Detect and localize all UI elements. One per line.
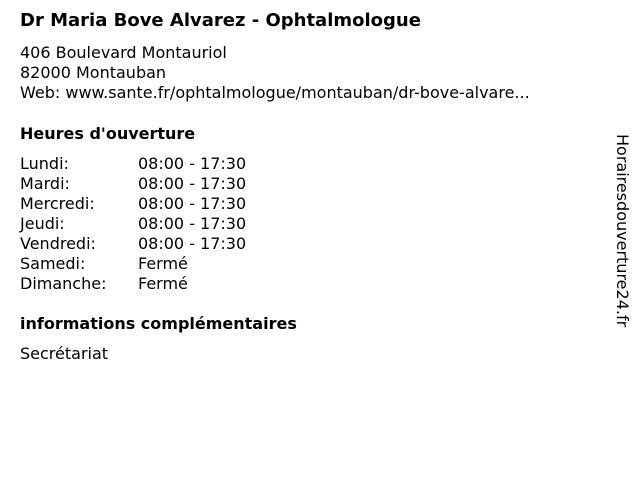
hours-value: 08:00 - 17:30	[138, 194, 247, 213]
address-block	[20, 43, 530, 103]
additional-info-text: Secrétariat	[20, 344, 109, 363]
hours-value: Fermé	[138, 254, 188, 273]
day-label: Mardi:	[20, 174, 70, 193]
hours-row-friday	[20, 234, 380, 254]
page-title: Dr Maria Bove Alvarez - Ophtalmologue	[20, 10, 421, 31]
day-label: Mercredi:	[20, 194, 95, 213]
day-label: Vendredi:	[20, 234, 96, 253]
opening-hours-heading: Heures d'ouverture	[20, 124, 196, 143]
day-label: Dimanche:	[20, 274, 107, 293]
hours-row-thursday	[20, 214, 380, 234]
hours-value: 08:00 - 17:30	[138, 154, 247, 173]
hours-value: 08:00 - 17:30	[138, 174, 247, 193]
address-city: 82000 Montauban	[20, 63, 167, 82]
hours-value: 08:00 - 17:30	[138, 234, 247, 253]
website-link[interactable]: Web: www.sante.fr/ophtalmologue/montauban/dr-bove-alvare...	[20, 83, 530, 102]
hours-row-saturday	[20, 254, 380, 274]
additional-info-heading: informations complémentaires	[20, 314, 297, 333]
site-watermark: Horairesdouverture24.fr	[613, 134, 632, 328]
day-label: Jeudi:	[20, 214, 65, 233]
opening-hours-table	[20, 154, 380, 294]
hours-row-wednesday	[20, 194, 380, 214]
hours-row-monday	[20, 154, 380, 174]
day-label: Samedi:	[20, 254, 86, 273]
hours-value: Fermé	[138, 274, 188, 293]
day-label: Lundi:	[20, 154, 69, 173]
hours-row-sunday	[20, 274, 380, 294]
hours-value: 08:00 - 17:30	[138, 214, 247, 233]
hours-row-tuesday	[20, 174, 380, 194]
address-street: 406 Boulevard Montauriol	[20, 43, 227, 62]
